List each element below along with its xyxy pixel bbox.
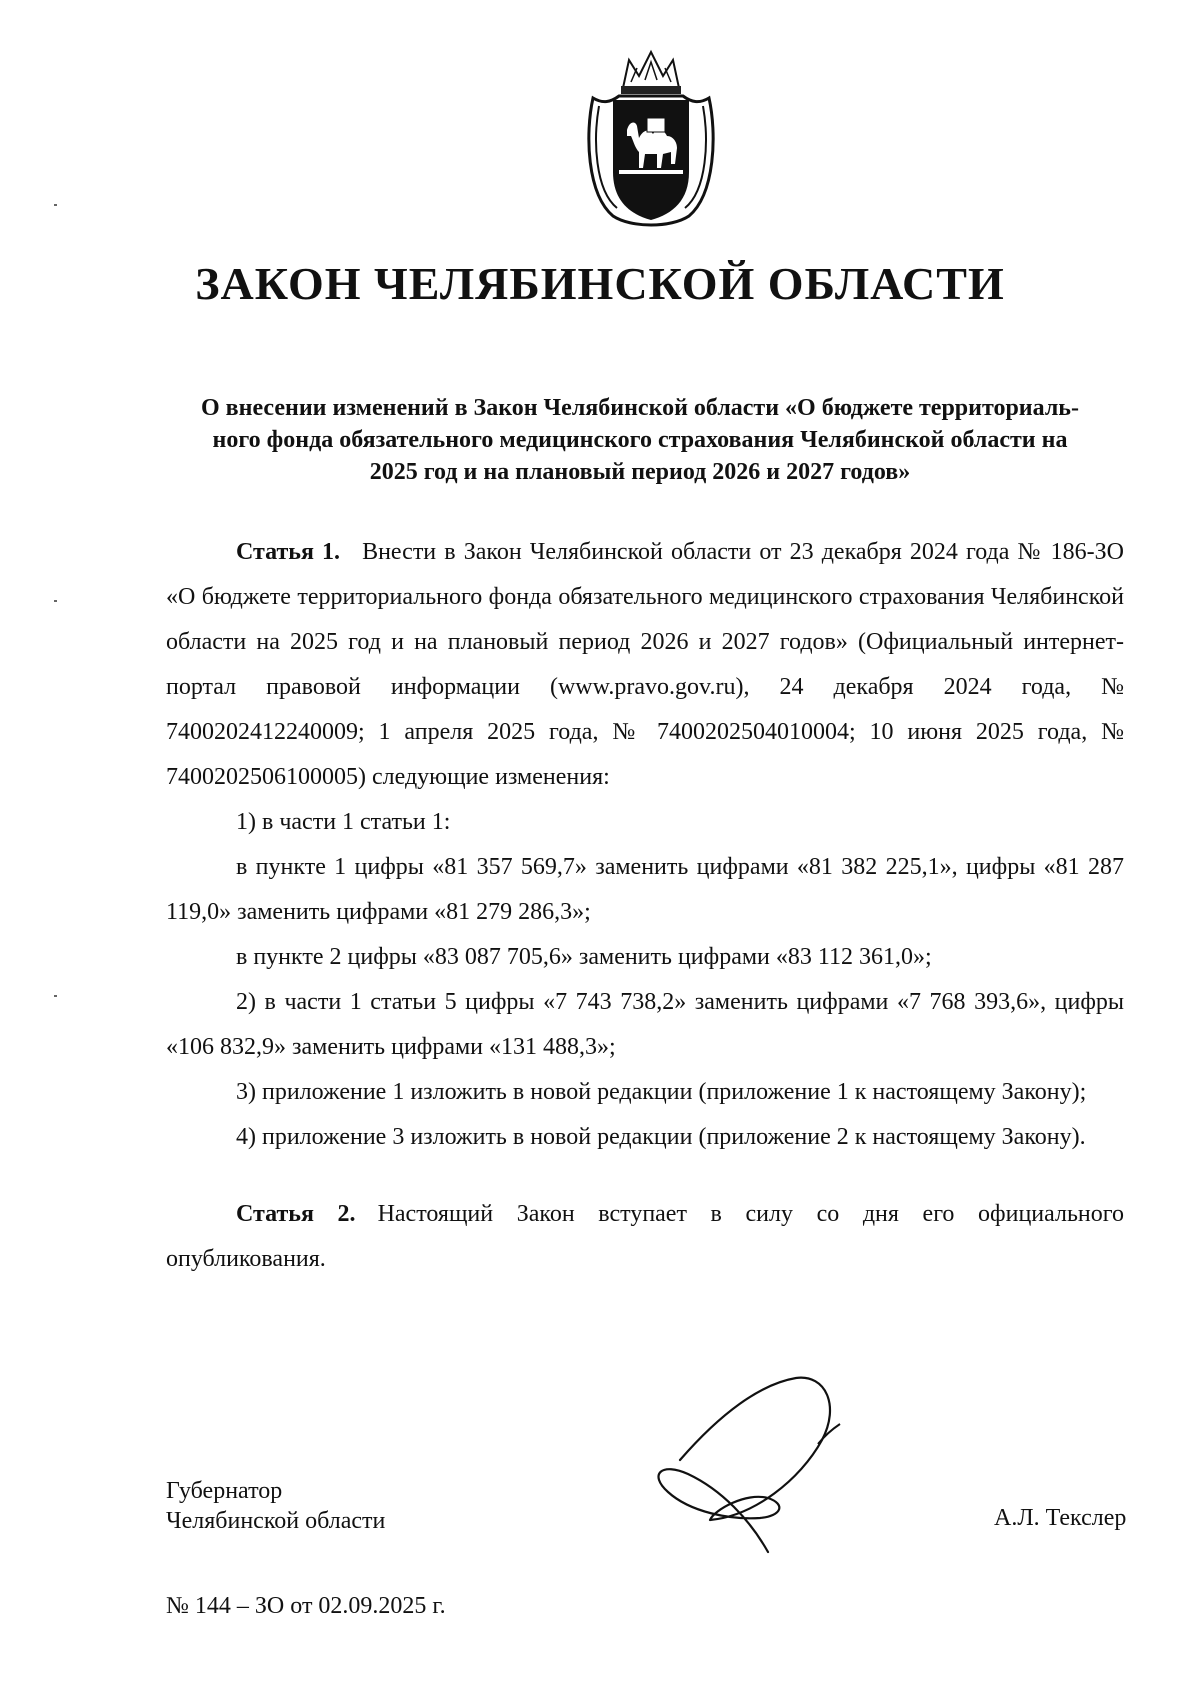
coat-of-arms-emblem — [583, 44, 719, 230]
handwritten-signature — [650, 1370, 860, 1560]
signatory-name: А.Л. Текслер — [994, 1505, 1127, 1531]
article-1-item: 1) в части 1 статьи 1: — [236, 809, 451, 835]
article-1-item: 2) в части 1 статьи 5 цифры «7 743 738,2» заменить цифрами «7 768 393,6», цифры «106 832,9» заменить цифрами «131 488,3»; — [166, 989, 1124, 1060]
position-line: Челябинской области — [166, 1508, 386, 1534]
document-body — [166, 530, 1124, 1282]
article-1-item: 3) приложение 1 изложить в новой редакции (приложение 1 к настоящему Закону); — [236, 1079, 1087, 1105]
article-1-item: 4) приложение 3 изложить в новой редакции (приложение 2 к настоящему Закону). — [236, 1124, 1086, 1150]
subtitle-line: ного фонда обязательного медицинского страхования Челябинской области на — [212, 427, 1068, 453]
article-1-item: в пункте 1 цифры «81 357 569,7» заменить цифрами «81 382 225,1», цифры «81 287 119,0» заменить цифрами «81 279 286,3»; — [166, 854, 1124, 925]
subtitle-line: О внесении изменений в Закон Челябинской области «О бюджете территориаль- — [201, 395, 1079, 421]
article-2-heading: Статья 2. — [236, 1201, 356, 1227]
document-title: ЗАКОН ЧЕЛЯБИНСКОЙ ОБЛАСТИ — [195, 258, 1005, 309]
position-line: Губернатор — [166, 1478, 283, 1504]
article-2-text: Настоящий Закон вступает в силу со дня его официального опубликования. — [166, 1201, 1125, 1272]
article-2 — [166, 1192, 1124, 1282]
scan-mark — [54, 995, 57, 997]
law-number-date: № 144 – ЗО от 02.09.2025 г. — [166, 1593, 446, 1619]
article-1-intro — [166, 530, 1124, 800]
article-1-item: в пункте 2 цифры «83 087 705,6» заменить цифрами «83 112 361,0»; — [236, 944, 932, 970]
scan-mark — [54, 600, 57, 602]
scan-mark — [54, 204, 57, 206]
document-subtitle — [160, 392, 1120, 488]
subtitle-line: 2025 год и на плановый период 2026 и 2027 годов» — [369, 459, 911, 485]
signatory-position — [166, 1476, 385, 1536]
article-1-text: Внести в Закон Челябинской области от 23 декабря 2024 года № 186-ЗО «О бюджете территориального фонда обязательного медицинского страхования Челябинской области на 2025 год и на плановый период 2026 и 2027 годов» (Официальный интернет-портал правовой информации (www.pravo.gov.ru), 24 декабря 2024 года, № 7400202412240009; 1 апреля 2025 года, № 7400202504010004; 10 июня 2025 года, № 7400202506100005) следующие изменения: — [166, 539, 1124, 790]
article-1-heading: Статья 1. — [236, 539, 341, 565]
